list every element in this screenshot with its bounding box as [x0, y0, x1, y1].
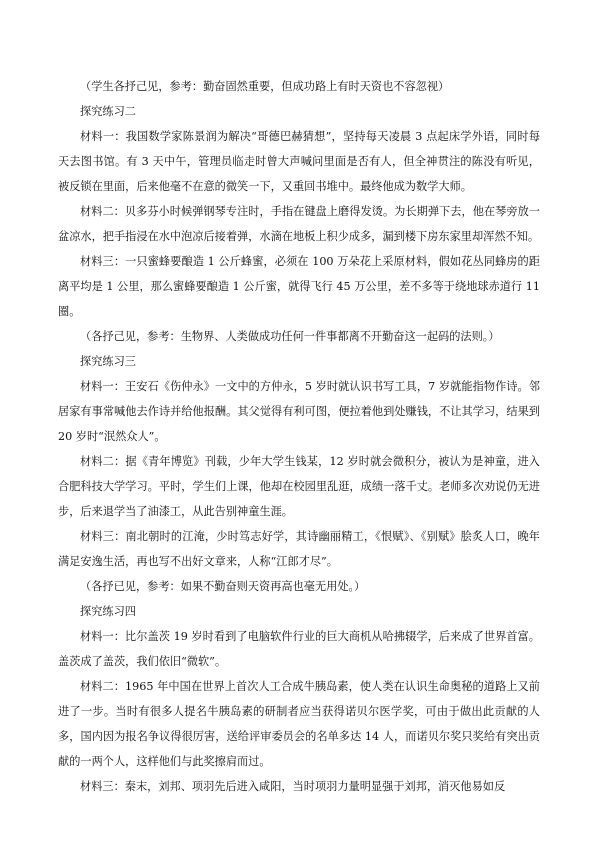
material-paragraph: 材料一：我国数学家陈景润为解决“哥德巴赫猜想”，坚持每天凌晨 3 点起床学外语，同时每天去图书馆。有 3 天中午，管理员临走时曾大声喊问里面是否有人，但全神贯注的陈没有听见，被反锁在里面，后来他毫不在意的微笑一下，又重回书堆中。最终他成为数学大师。	[58, 130, 540, 193]
material-paragraph: 材料二：1965 年中国在世界上首次人工合成牛胰岛素，使人类在认识生命奥秘的道路上又前进了一步。当时有很多人提名牛胰岛素的研制者应当获得诺贝尔医学奖，可由于做出此贡献的人多，国内因为报名争议得很厉害，送给评审委员会的名单多达 14 人，而诺贝尔奖只奖给有突出贡献的一两个人，这样他们与此奖擦肩而过。	[58, 680, 540, 768]
material-paragraph: 材料三：南北朝时的江淹，少时笃志好学，其诗幽丽精工，《恨赋》、《别赋》脍炙人口，晚年满足安逸生活，再也写不出好文章来，人称“江郎才尽”。	[58, 530, 540, 568]
reference-note: （各抒已见，参考：如果不勤奋则天资再高也毫无用处。）	[80, 580, 366, 593]
material-paragraph: 材料二：据《青年博览》刊载，少年大学生钱某，12 岁时就会微积分，被认为是神童，进入合肥科技大学学习。平时，学生们上课，他却在校园里乱逛，成绩一落千丈。老师多次劝说仍无进步，后来退学当了油漆工，从此告别神童生涯。	[58, 455, 540, 518]
material-paragraph: 材料一：王安石《伤仲永》一文中的方仲永，5 岁时就认识书写工具，7 岁就能指物作诗。邻居家有事常喊他去作诗并给他报酬。其父觉得有利可图，便拉着他到处赚钱，不让其学习，结果到 20 岁时“泯然众人”。	[58, 380, 540, 443]
material-paragraph: 材料二：贝多芬小时候弹钢琴专注时，手指在键盘上磨得发烫。为长期弹下去，他在琴旁放一盆凉水，把手指浸在水中泡凉后接着弹，水滴在地板上积少成多，漏到楼下房东家里却浑然不知。	[58, 205, 540, 243]
section-heading: 探究练习二	[80, 105, 136, 118]
document-page	[58, 74, 540, 799]
material-paragraph: 材料三：秦末，刘邦、项羽先后进入咸阳，当时项羽力量明显强于刘邦，消灭他易如反	[80, 780, 506, 793]
section-heading: 探究练习四	[80, 605, 136, 618]
reference-note: （各抒己见，参考：生物界、人类做成功任何一件事都离不开勤奋这一起码的法则。）	[80, 330, 500, 343]
reference-note: （学生各抒己见，参考：勤奋固然重要，但成功路上有时天资也不容忽视）	[80, 80, 450, 93]
material-paragraph: 材料三：一只蜜蜂要酿造 1 公斤蜂蜜，必须在 100 万朵花上采原材料，假如花丛同蜂房的距离平均是 1 公里，那么蜜蜂要酿造 1 公斤蜜，就得飞行 45 万公里，差不多等于绕地球赤道行 11 圈。	[58, 255, 540, 318]
section-heading: 探究练习三	[80, 355, 136, 368]
material-paragraph: 材料一：比尔盖茨 19 岁时看到了电脑软件行业的巨大商机从哈拂辍学，后来成了世界首富。盖茨成了盖茨，我们依旧“微软”。	[58, 630, 540, 668]
